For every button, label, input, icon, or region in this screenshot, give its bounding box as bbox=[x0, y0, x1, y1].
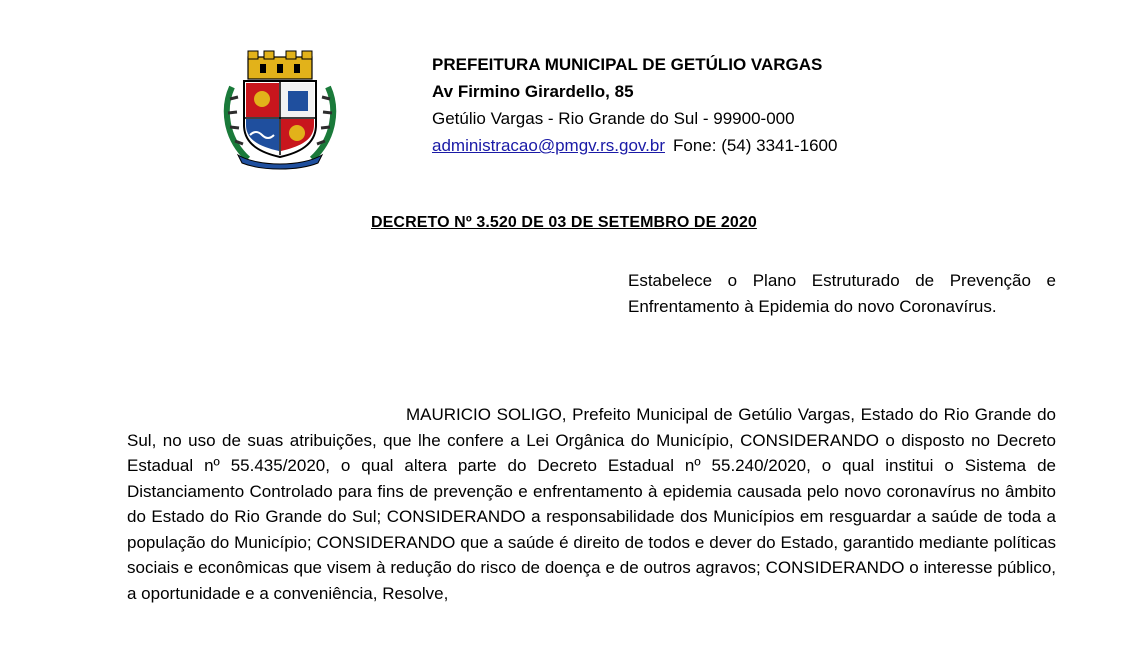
decree-summary: Estabelece o Plano Estruturado de Prevenção e Enfrentamento à Epidemia do novo Coronavírus. bbox=[628, 271, 1056, 316]
address-line: Av Firmino Girardello, 85 bbox=[432, 82, 634, 101]
municipality-name: PREFEITURA MUNICIPAL DE GETÚLIO VARGAS bbox=[432, 55, 823, 74]
email-link[interactable]: administracao@pmgv.rs.gov.br bbox=[432, 136, 665, 155]
contact-line bbox=[432, 132, 837, 159]
decree-preamble: MAURICIO SOLIGO, Prefeito Municipal de Getúlio Vargas, Estado do Rio Grande do Sul, no uso de suas atribuições, que lhe confere a Lei Orgânica do Município, CONSIDERANDO o disposto no Decreto Estadual nº 55.435/2020, o qual altera parte do Decreto Estadual nº 55.240/2020, o qual institui o Sistema de Distanciamento Controlado para fins de prevenção e enfrentamento à epidemia causada pelo novo coronavírus no âmbito do Estado do Rio Grande do Sul; CONSIDERANDO a responsabilidade dos Municípios em resguardar a saúde de toda a população do Município; CONSIDERANDO que a saúde é direito de todos e dever do Estado, garantido mediante políticas sociais e econômicas que visem à redução do risco de doença e de outros agravos; CONSIDERANDO o interesse público, a oportunidade e a conveniência, Resolve, bbox=[127, 405, 1056, 603]
decree-title: DECRETO Nº 3.520 DE 03 DE SETEMBRO DE 2020 bbox=[371, 214, 757, 231]
municipal-coat-of-arms-icon bbox=[218, 47, 342, 171]
phone-number: Fone: (54) 3341-1600 bbox=[673, 136, 838, 155]
city-line: Getúlio Vargas - Rio Grande do Sul - 99900-000 bbox=[432, 109, 795, 128]
letterhead bbox=[432, 51, 837, 159]
